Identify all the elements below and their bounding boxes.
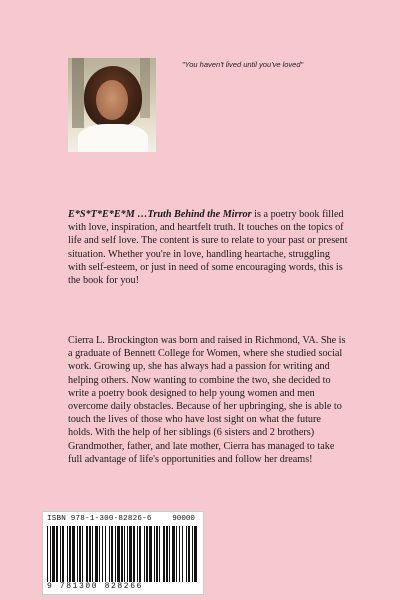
author-bio: Cierra L. Brockington was born and raised in Richmond, VA. She is a graduate of Bennett College for Women, where she studied social work. Growing up, she has always had a passion for writing and helping others. Now wanting to combine the two, she decided to write a poetry book designed to help young women and men overcome daily obstacles. Because of her upbringing, she is able to touch the lives of those who have lost sight on what the future holds. With the help of her siblings (6 sisters and 2 brothers) Grandmother, father, and late mother, Cierra has managed to take full advantage of life's opportunities and follow her dreams!: [68, 335, 346, 465]
barcode-bars: [47, 526, 199, 582]
book-title: E*S*T*E*E*M …Truth Behind the Mirror: [68, 209, 252, 220]
author-quote: "You haven't lived until you've loved": [182, 60, 304, 69]
isbn-label: ISBN 978-1-300-82826-6: [47, 515, 152, 523]
author-photo: [68, 58, 156, 152]
book-description: [68, 208, 348, 287]
barcode: [42, 511, 204, 595]
barcode-digits: 9 781300 828266: [47, 582, 144, 591]
book-description-text: is a poetry book filled with love, inspiration, and heartfelt truth. It touches on the topics of life and self love. The content is sure to relate to your past or present situation. Whether you're in love, handling heartache, struggling with self-esteem, or just in need of some encouraging words, this is the book for you!: [68, 209, 348, 287]
price-code: 90000: [172, 515, 195, 523]
